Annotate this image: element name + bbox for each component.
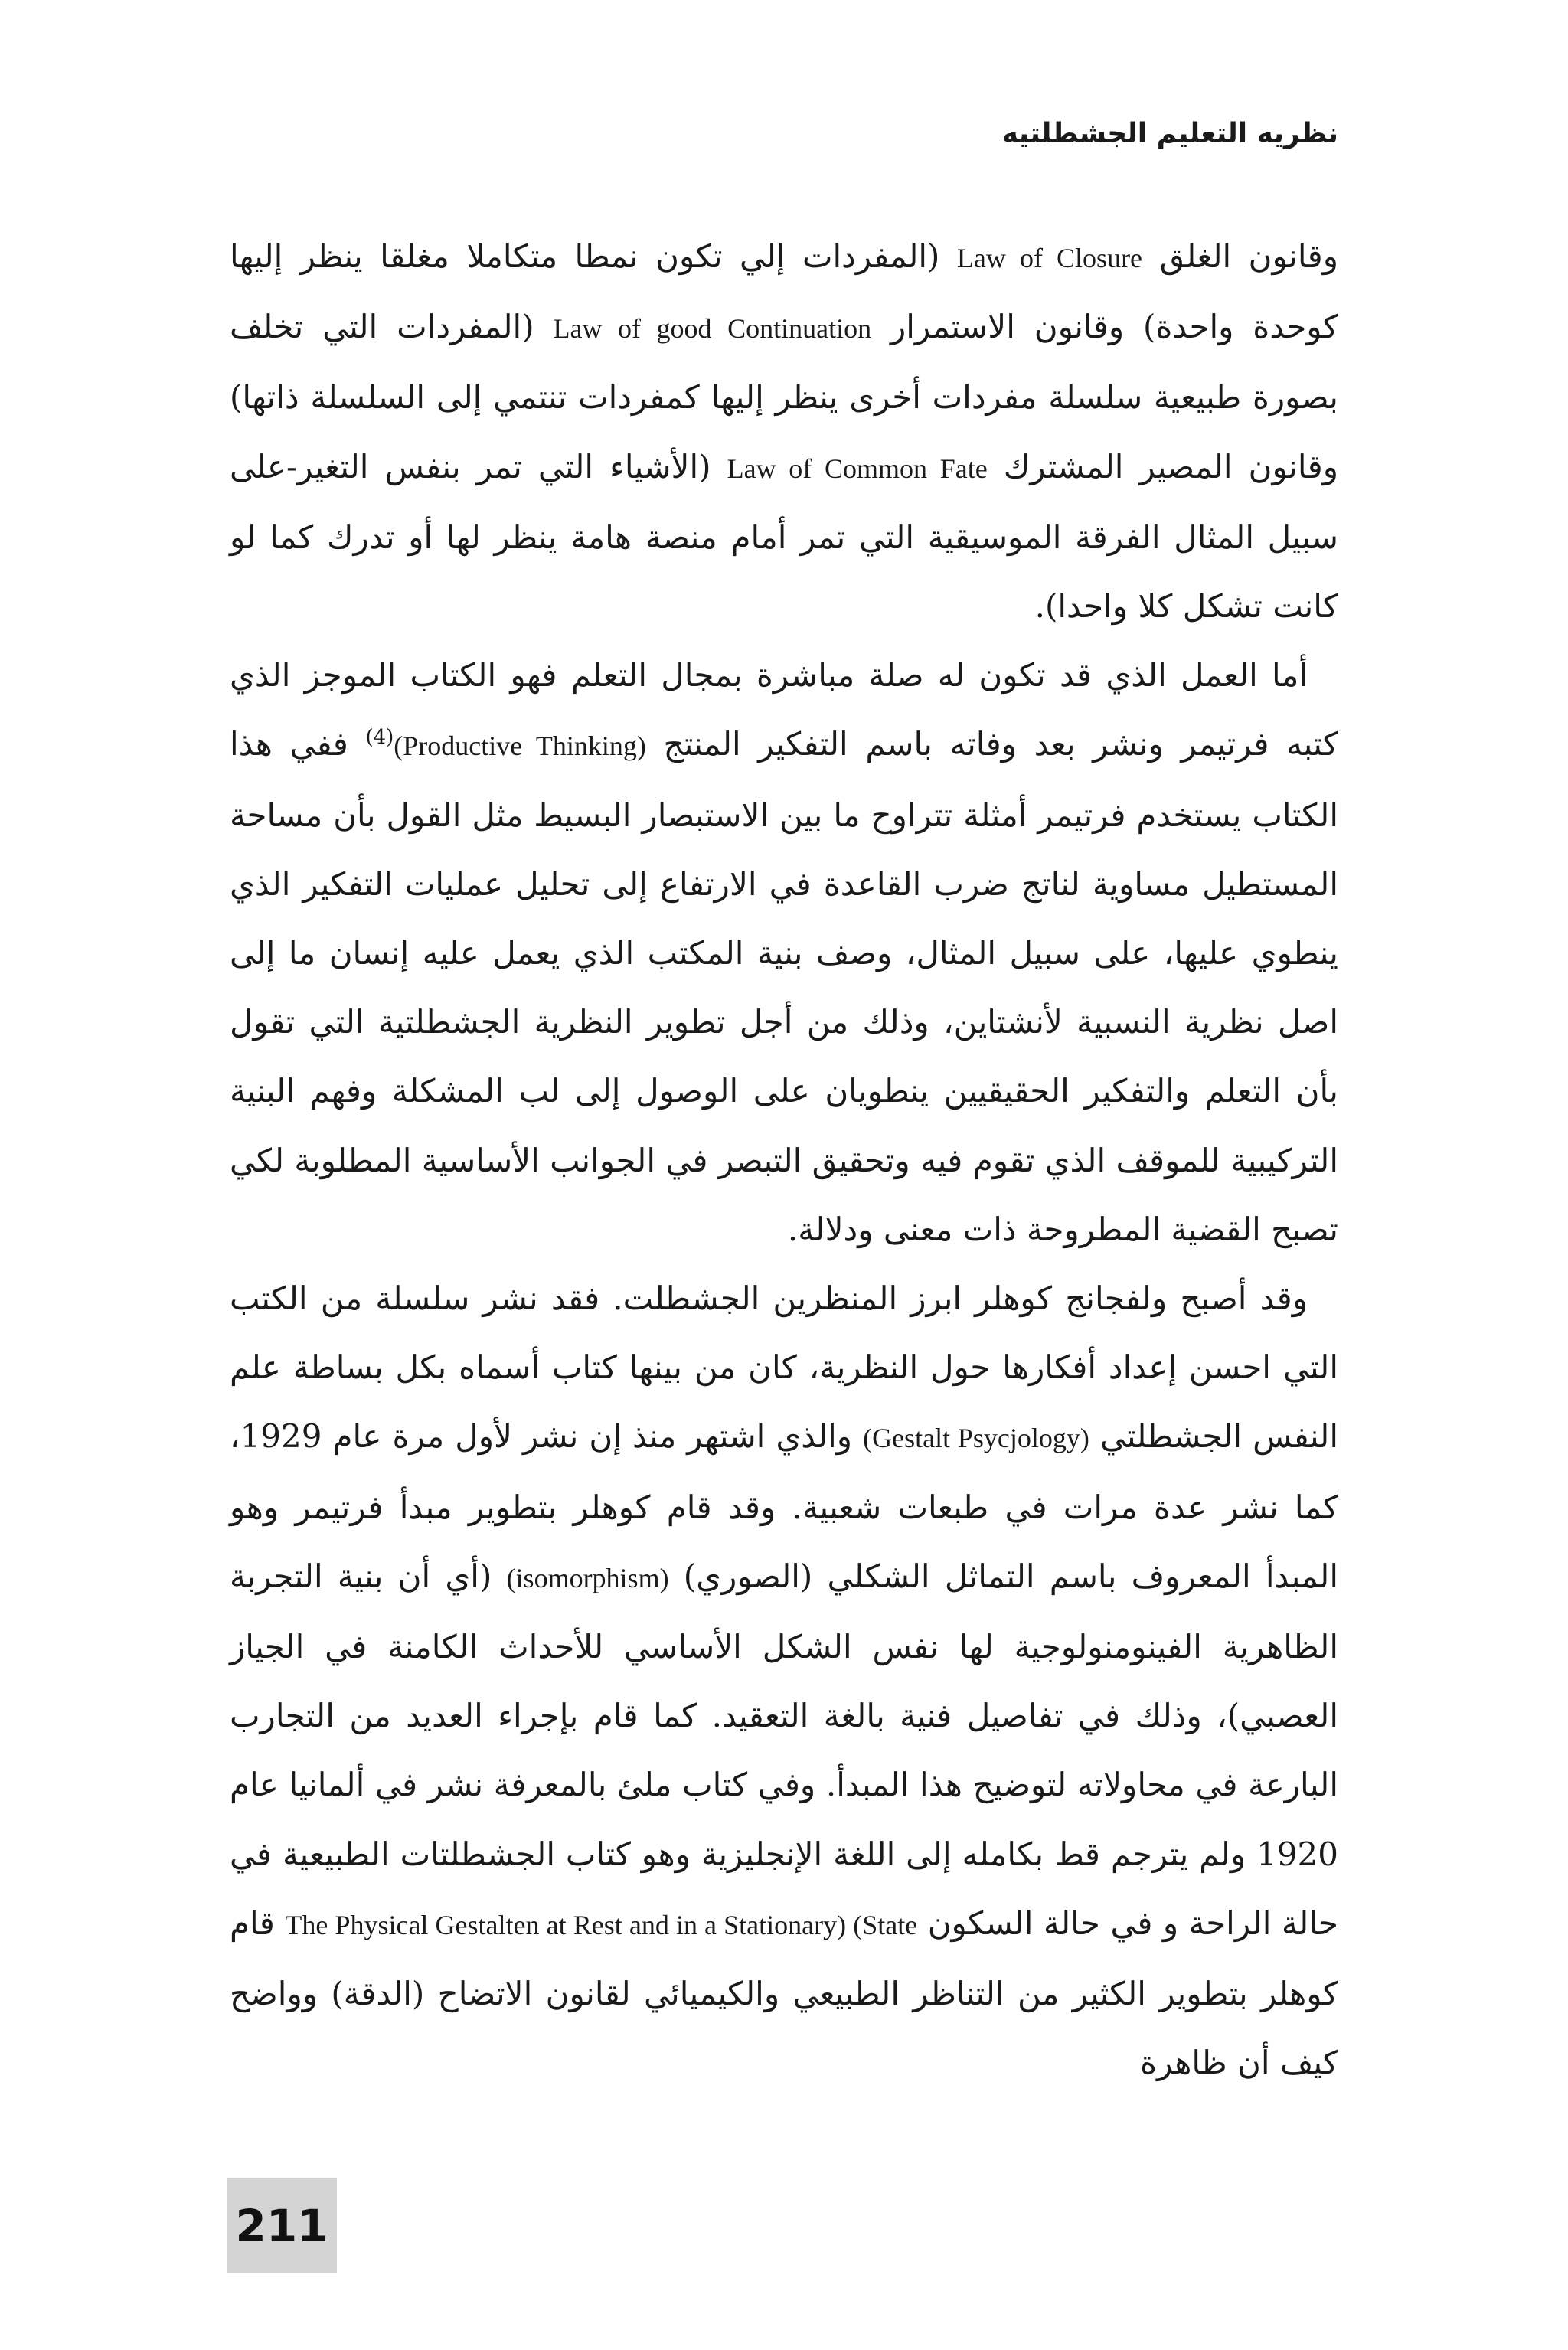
text-run: قام كوهلر بتطوير الكثير من التناظر الطبيعي والكيميائي لقانون الاتضاح (الدقة) وواضح كيف أن ظاهرة: [230, 1904, 1338, 2082]
page-body: [230, 222, 1338, 2097]
text-run: (المفردات التي تخلف بصورة طبيعية سلسلة مفردات أخرى ينظر إليها كمفردات تنتمي إلى السلسلة ذاتها) وقانون المصير المشترك: [230, 308, 1339, 485]
text-run: (الأشياء التي تمر بنفس التغير-على سبيل المثال الفرقة الموسيقية التي تمر أمام منصة هامة ينظر لها أو تدرك كما لو كانت تشكل كلا واحدا).: [230, 447, 1339, 626]
latin-term: (Productive Thinking): [394, 730, 646, 762]
page-number-box: [227, 2178, 337, 2273]
latin-term: Law of Closure: [956, 243, 1143, 273]
page-number: 211: [235, 2200, 328, 2252]
running-header: [230, 115, 1338, 153]
footnote-ref: (4): [365, 726, 394, 750]
latin-term: Law of Common Fate: [727, 453, 988, 484]
latin-term: Law of good Continuation: [553, 313, 872, 345]
latin-term: (Gestalt Psycjology): [863, 1423, 1089, 1454]
text-run: (أي أن بنية التجربة الظاهرية الفينومنولوجية لها نفس الشكل الأساسي للأحداث الكامنة في الجياز العصبي)، وذلك في تفاصيل فنية بالغة التعقيد. كما قام بإجراء العديد من التجارب البارعة في محاولاته لتوضيح هذا المبدأ. وفي كتاب ملئ بالمعرفة نشر في ألمانيا عام 1920 ولم يترجم قط بكامله إلى اللغة الإنجليزية وهو كتاب الجشطلتات الطبيعية في حالة الراحة و في حالة السكون: [230, 1557, 1339, 1942]
body-paragraph: [230, 641, 1338, 1264]
text-run: وقد أصبح ولفجانج كوهلر ابرز المنظرين الجشطلت. فقد نشر سلسلة من الكتب التي احسن إعداد أفكارها حول النظرية، كان من بينها كتاب أسماه بكل بساطة علم النفس الجشطلتي: [230, 1280, 1338, 1456]
text-run: (المفردات إلي تكون نمطا متكاملا مغلقا ينظر إليها كوحدة واحدة) وقانون الاستمرار: [230, 237, 1338, 346]
latin-term: The Physical Gestalten at Rest and in a Stationary) (State: [285, 1909, 918, 1940]
text-run: والذي اشتهر منذ إن نشر لأول مرة عام 1929، كما نشر عدة مرات في طبعات شعبية. وقد قام كوهلر بتطوير مبدأ فرتيمر وهو المبدأ المعروف باسم التماثل الشكلي (الصوري): [230, 1417, 1338, 1595]
body-paragraph: [230, 222, 1338, 641]
text-run: أما العمل الذي قد تكون له صلة مباشرة بمجال التعلم فهو الكتاب الموجز الذي كتبه فرتيمر ونشر بعد وفاته باسم التفكير المنتج: [230, 656, 1338, 763]
text-run: وقانون الغلق: [1142, 237, 1338, 275]
running-title: نظريه التعليم الجشطلتيه: [1001, 118, 1338, 149]
latin-term: (isomorphism): [506, 1562, 669, 1593]
text-run: ففي هذا الكتاب يستخدم فرتيمر أمثلة تتراوح ما بين الاستبصار البسيط مثل القول بأن مساحة المستطيل مساوية لناتج ضرب القاعدة في الارتفاع إلى تحليل عمليات التفكير الذي ينطوي عليها، على سبيل المثال، وصف بنية المكتب الذي يعمل عليه إنسان ما إلى اصل نظرية النسبية لأنشتاين، وذلك من أجل تطوير النظرية الجشطلتية التي تقول بأن التعلم والتفكير الحقيقيين ينطويان على الوصول إلى لب المشكلة وفهم البنية التركيبية للموقف الذي تقوم فيه وتحقيق التبصر في الجوانب الأساسية المطلوبة لكي تصبح القضية المطروحة ذات معنى ودلالة.: [230, 725, 1338, 1248]
body-paragraph: [230, 1264, 1338, 2097]
